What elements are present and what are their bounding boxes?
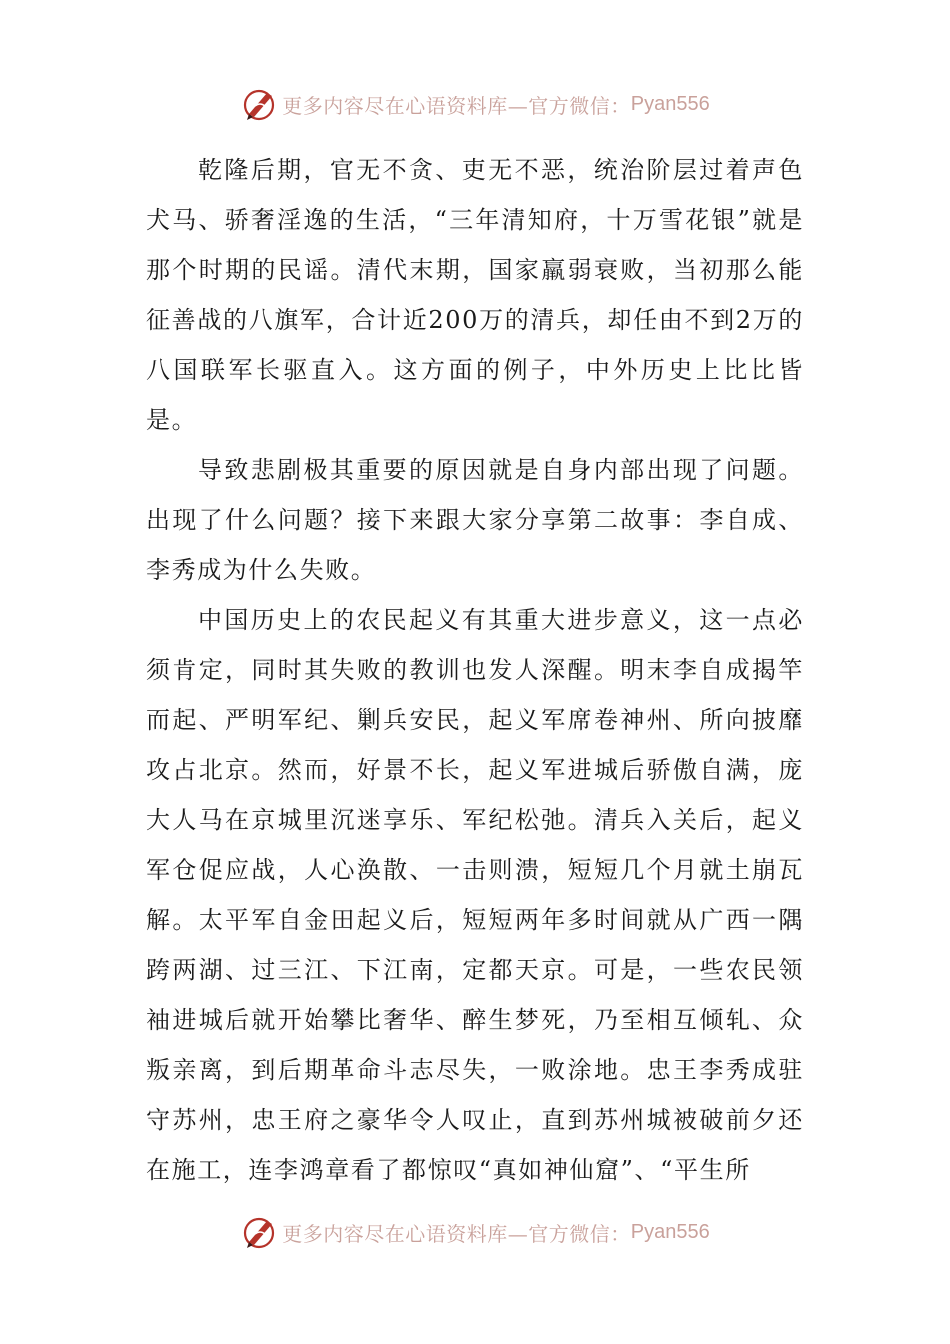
header-watermark — [0, 82, 950, 126]
paragraph-1: 乾隆后期，官无不贪、吏无不恶，统治阶层过着声色犬马、骄奢淫逸的生活，“三年清知府，十万雪花银”就是那个时期的民谣。清代末期，国家羸弱衰败，当初那么能征善战的八旗军，合计近200万的清兵，却任由不到2万的八国联军长驱直入。这方面的例子，中外历史上比比皆是。 — [146, 156, 804, 434]
pen-logo-icon — [240, 84, 280, 124]
header-site-text: 更多内容尽在心语资料库—官方微信： — [282, 93, 631, 118]
footer-wechat-id: Pyan556 — [630, 1220, 710, 1243]
document-body — [146, 145, 804, 1195]
paragraph-3: 中国历史上的农民起义有其重大进步意义，这一点必须肯定，同时其失败的教训也发人深醒。明末李自成揭竿而起、严明军纪、剿兵安民，起义军席卷神州、所向披靡攻占北京。然而，好景不长，起义军进城后骄傲自满，庞大人马在京城里沉迷享乐、军纪松弛。清兵入关后，起义军仓促应战，人心涣散、一击则溃，短短几个月就土崩瓦解。太平军自金田起义后，短短两年多时间就从广西一隅跨两湖、过三江、下江南，定都天京。可是，一些农民领袖进城后就开始攀比奢华、醉生梦死，乃至相互倾轧、众叛亲离，到后期革命斗志尽失，一败涂地。忠王李秀成驻守苏州，忠王府之豪华令人叹止，直到苏州城被破前夕还在施工，连李鸿章看了都惊叹“真如神仙窟”、“平生所 — [146, 606, 804, 1184]
pen-logo-icon — [240, 1212, 280, 1252]
header-wechat-id: Pyan556 — [630, 92, 710, 115]
footer-watermark — [0, 1210, 950, 1254]
footer-site-text: 更多内容尽在心语资料库—官方微信： — [282, 1221, 631, 1246]
paragraph-2: 导致悲剧极其重要的原因就是自身内部出现了问题。出现了什么问题？接下来跟大家分享第二故事：李自成、李秀成为什么失败。 — [146, 456, 804, 584]
